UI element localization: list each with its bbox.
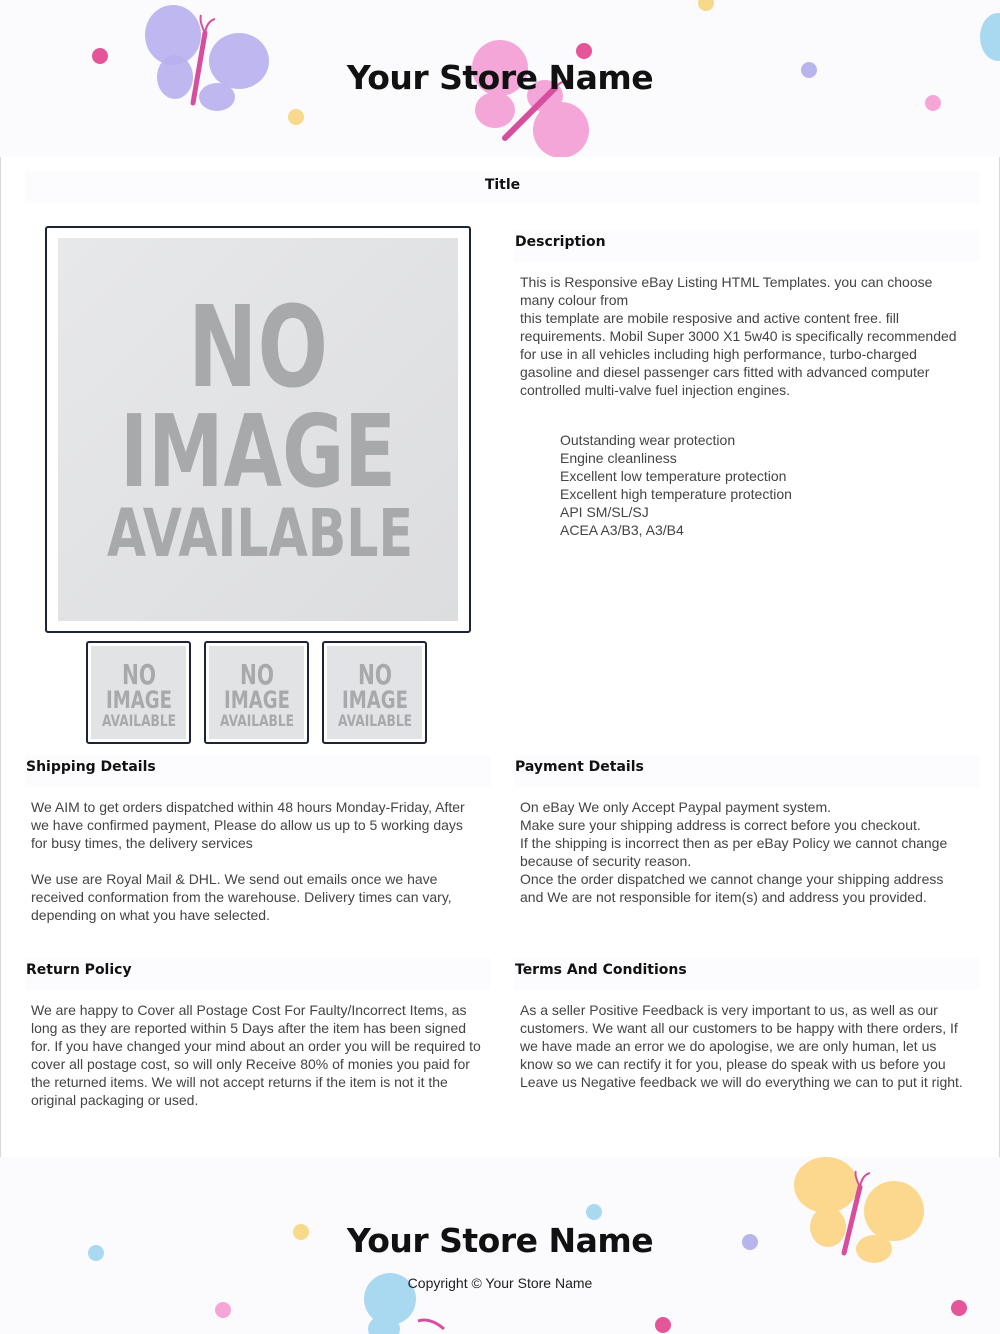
payment-line: On eBay We only Accept Paypal payment system.: [520, 799, 832, 815]
store-footer: [0, 1157, 1000, 1334]
main-product-image[interactable]: [45, 226, 471, 633]
feature-item: ACEA A3/B3, A3/B4: [560, 522, 684, 538]
return-policy-heading: Return Policy: [25, 958, 491, 990]
feature-item: API SM/SL/SJ: [560, 504, 649, 520]
thumbnail-3[interactable]: [322, 641, 427, 744]
dot-icon: [287, 108, 305, 126]
dot-icon: [214, 1301, 232, 1319]
feature-item: Engine cleanliness: [560, 450, 677, 466]
feature-item: Outstanding wear protection: [560, 432, 736, 448]
feature-item: Excellent high temperature protection: [560, 486, 792, 502]
svg-text:NO: NO: [122, 658, 156, 691]
feature-item: Excellent low temperature protection: [560, 468, 787, 484]
no-image-placeholder: [58, 238, 458, 621]
dot-icon: [654, 1316, 672, 1334]
payment-line: Once the order dispatched we cannot change your shipping address and We are not responsible for item(s) and address you provided.: [520, 871, 944, 905]
payment-line: If the shipping is incorrect then as per eBay Policy we cannot change because of security reason.: [520, 835, 948, 869]
shipping-heading: Shipping Details: [25, 755, 491, 787]
terms-heading: Terms And Conditions: [514, 958, 980, 990]
thumbnail-2[interactable]: [204, 641, 309, 744]
copyright-text: Copyright © Your Store Name: [407, 1275, 593, 1291]
svg-text:NO: NO: [240, 658, 274, 691]
store-name-title: Your Store Name: [346, 58, 654, 97]
svg-text:IMAGE: IMAGE: [120, 393, 396, 510]
svg-text:IMAGE: IMAGE: [106, 686, 172, 714]
svg-text:AVAILABLE: AVAILABLE: [107, 495, 413, 572]
store-header: [0, 0, 1000, 157]
footer-store-name: Your Store Name: [346, 1221, 654, 1260]
description-paragraph: This is Responsive eBay Listing HTML Templates. you can choose many colour from: [520, 274, 933, 308]
svg-text:AVAILABLE: AVAILABLE: [102, 711, 176, 730]
description-text: [520, 273, 970, 399]
dot-icon: [585, 1203, 603, 1221]
svg-text:IMAGE: IMAGE: [342, 686, 408, 714]
svg-text:AVAILABLE: AVAILABLE: [220, 711, 294, 730]
thumbnail-1[interactable]: [86, 641, 191, 744]
shipping-paragraph: We AIM to get orders dispatched within 48 hours Monday-Friday, After we have confirmed payment, Please do allow us up to 5 working days for busy times, the delivery services: [31, 799, 465, 851]
listing-title: Title: [25, 171, 980, 203]
shipping-paragraph: We use are Royal Mail & DHL. We send out emails once we have received conformation from the warehouse. Delivery times can vary, depending on what you have selected.: [31, 871, 452, 923]
butterfly-icon: [978, 12, 1000, 62]
description-heading: Description: [514, 230, 980, 262]
svg-text:AVAILABLE: AVAILABLE: [338, 711, 412, 730]
no-image-placeholder: [327, 646, 422, 739]
shipping-text: [31, 798, 481, 924]
payment-heading: Payment Details: [514, 755, 980, 787]
svg-text:NO: NO: [188, 283, 328, 413]
svg-text:IMAGE: IMAGE: [224, 686, 290, 714]
svg-text:NO: NO: [358, 658, 392, 691]
no-image-placeholder: [91, 646, 186, 739]
no-image-placeholder: [209, 646, 304, 739]
payment-text: [520, 798, 960, 906]
dot-icon: [950, 1299, 968, 1317]
payment-line: Make sure your shipping address is correct before you checkout.: [520, 817, 921, 833]
feature-list: [560, 431, 792, 539]
dot-icon: [697, 0, 715, 12]
return-policy-text: We are happy to Cover all Postage Cost For Faulty/Incorrect Items, as long as they are reported within 5 Days after the item has been signed for. If you have changed your mind about an order you will be required to cover all postage cost, so will only Receive 80% of monies you paid for the returned items. We will not accept returns if the item is not it the original packaging or used.: [31, 1002, 481, 1108]
terms-text: As a seller Positive Feedback is very important to us, as well as our customers. We want all our customers to be happy with there orders, If we have made an error we do apologise, we are only human, let us know so we can rectify it for you, please do speak with us before you Leave us Negative feedback we will do everything we can to put it right.: [520, 1002, 963, 1090]
description-paragraph: this template are mobile resposive and active content free. fill requirements. Mobil Super 3000 X1 5w40 is specifically recommended for use in all vehicles including high performance, turbo-charged gasoline and diesel passenger cars fitted with advanced computer controlled multi-valve fuel injection engines.: [520, 310, 957, 398]
